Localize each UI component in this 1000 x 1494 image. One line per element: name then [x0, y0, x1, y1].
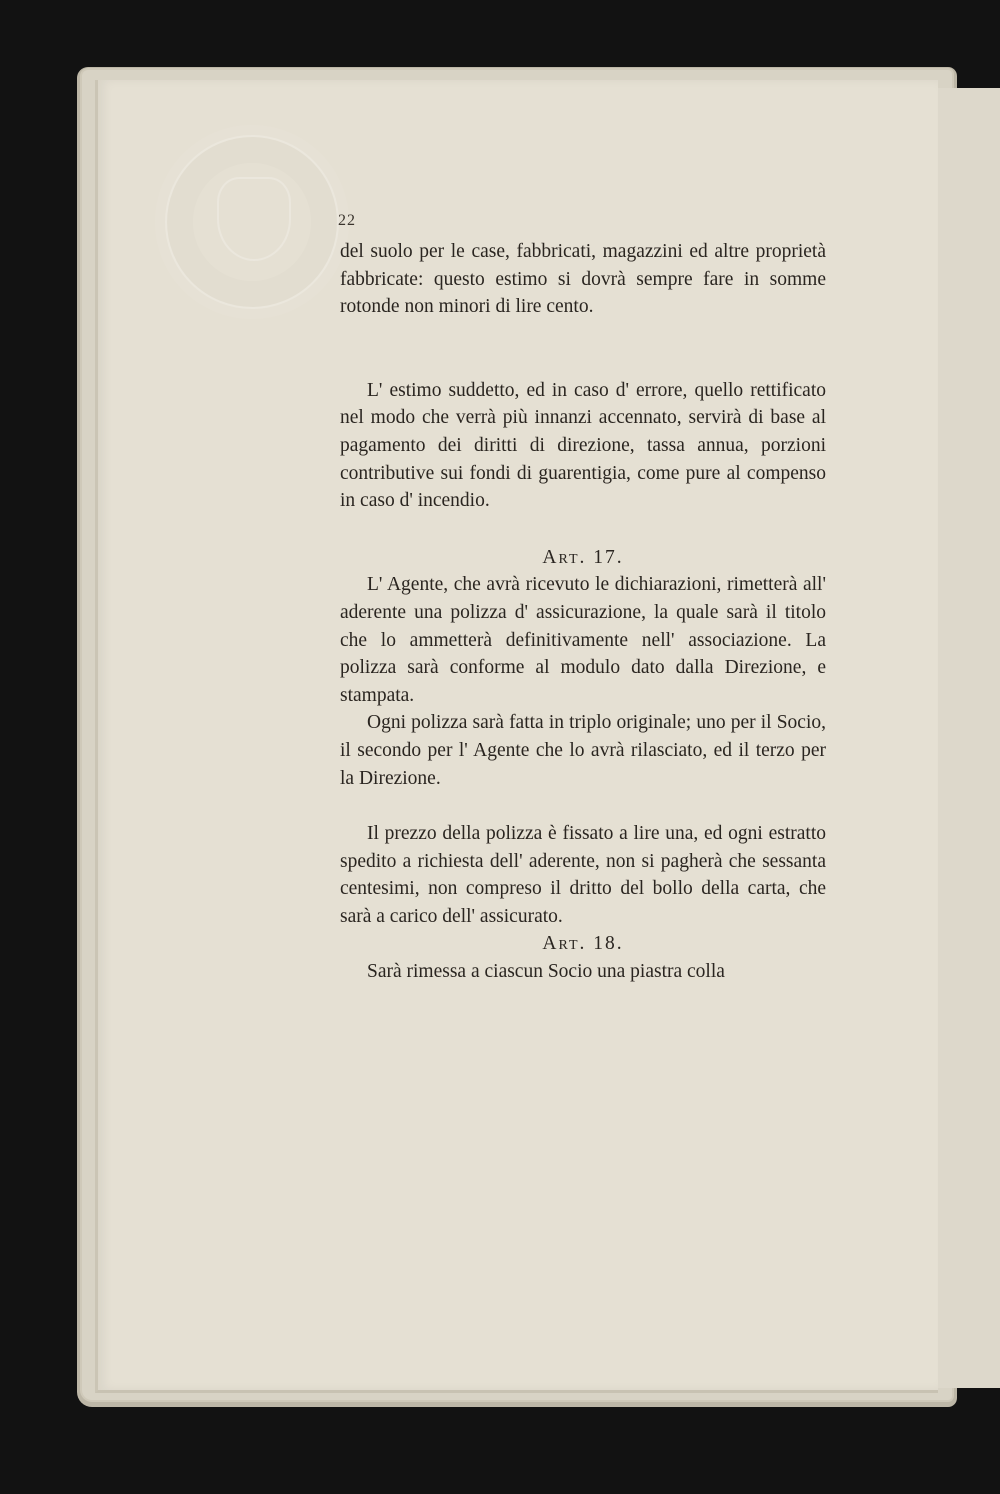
facing-page-edge [932, 88, 1000, 1388]
paragraph-2: L' estimo suddetto, ed in caso d' errore, quello rettificato nel modo che verrà più innanzi accennato, servirà di base al pagamento dei diritti di direzione, tassa annua, porzioni contributive sui fondi di guarentigia, come pure al compenso in caso d' incendio. [340, 379, 826, 512]
article-17-heading: Art. 17. [542, 546, 624, 568]
page-text [340, 205, 826, 986]
paragraph-4: Ogni polizza sarà fatta in triplo originale; uno per il Socio, il secondo per l' Agente che lo avrà rilasciato, ed il terzo per la Direzione. [340, 712, 826, 789]
page-number: 22 [338, 212, 356, 229]
paragraph-1: del suolo per le case, fabbricati, magazzini ed altre proprietà fabbricate: questo estimo si dovrà sempre fare in somme rotonde non minori di lire cento. [340, 241, 826, 318]
paragraph-3: L' Agente, che avrà ricevuto le dichiarazioni, rimetterà all' aderente una polizza d' assicurazione, la quale sarà il titolo che lo ammetterà definitivamente nell' associazione. La polizza sarà conforme al modulo dato dalla Direzione, e stampata. [340, 574, 826, 706]
paragraph-6: Sarà rimessa a ciascun Socio una piastra colla [367, 961, 725, 983]
article-18-heading: Art. 18. [542, 933, 624, 955]
embossed-seal-icon [165, 135, 339, 309]
paragraph-5: Il prezzo della polizza è fissato a lire una, ed ogni estratto spedito a richiesta dell' aderente, non si pagherà che sessanta centesimi, non compreso il dritto del bollo della carta, che sarà a carico dell' assicurato. [340, 823, 826, 927]
